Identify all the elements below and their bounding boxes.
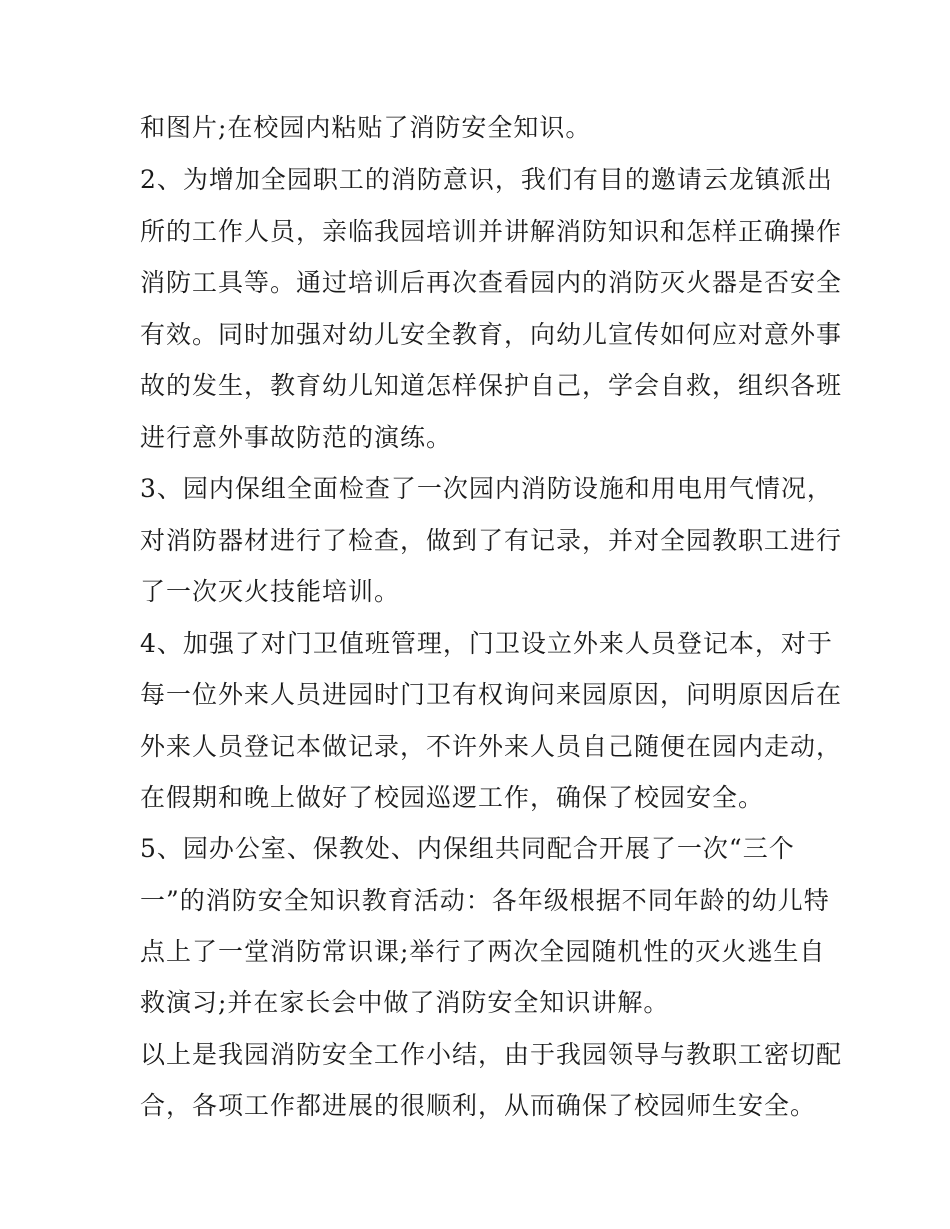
text-line: 消防工具等。通过培训后再次查看园内的消防灭火器是否安全 (140, 268, 843, 297)
text-line: 5、园办公室、保教处、内保组共同配合开展了一次“三个 (140, 834, 795, 863)
text-line: 2、为增加全园职工的消防意识，我们有目的邀请云龙镇派出 (140, 165, 833, 194)
text-line: 每一位外来人员进园时门卫有权询问来园原因，问明原因后在 (140, 680, 843, 709)
text-line: 3、园内保组全面检查了一次园内消防设施和用电用气情况， (140, 474, 833, 503)
text-line: 点上了一堂消防常识课;举行了两次全园随机性的灭火逃生自 (140, 937, 826, 966)
text-line: 对消防器材进行了检查，做到了有记录，并对全园教职工进行 (140, 526, 843, 555)
text-line: 了一次灭火技能培训。 (140, 577, 401, 606)
text-line: 一”的消防安全知识教育活动：各年级根据不同年龄的幼儿特 (140, 886, 830, 915)
text-line: 4、加强了对门卫值班管理，门卫设立外来人员登记本，对于 (140, 629, 833, 658)
text-line: 进行意外事故防范的演练。 (140, 423, 453, 452)
text-line: 在假期和晚上做好了校园巡逻工作，确保了校园安全。 (140, 783, 765, 812)
text-line: 和图片;在校园内粘贴了消防安全知识。 (140, 113, 592, 142)
text-line: 以上是我园消防安全工作小结，由于我园领导与教职工密切配 (140, 1040, 843, 1069)
text-line: 所的工作人员，亲临我园培训并讲解消防知识和怎样正确操作 (140, 217, 843, 246)
text-line: 外来人员登记本做记录，不许外来人员自己随便在园内走动， (140, 732, 843, 761)
text-line: 有效。同时加强对幼儿安全教育，向幼儿宣传如何应对意外事 (140, 320, 843, 349)
text-line: 救演习;并在家长会中做了消防安全知识讲解。 (140, 988, 670, 1017)
text-line: 故的发生，教育幼儿知道怎样保护自己，学会自救，组织各班 (140, 371, 843, 400)
text-line: 合，各项工作都进展的很顺利，从而确保了校园师生安全。 (140, 1091, 817, 1120)
